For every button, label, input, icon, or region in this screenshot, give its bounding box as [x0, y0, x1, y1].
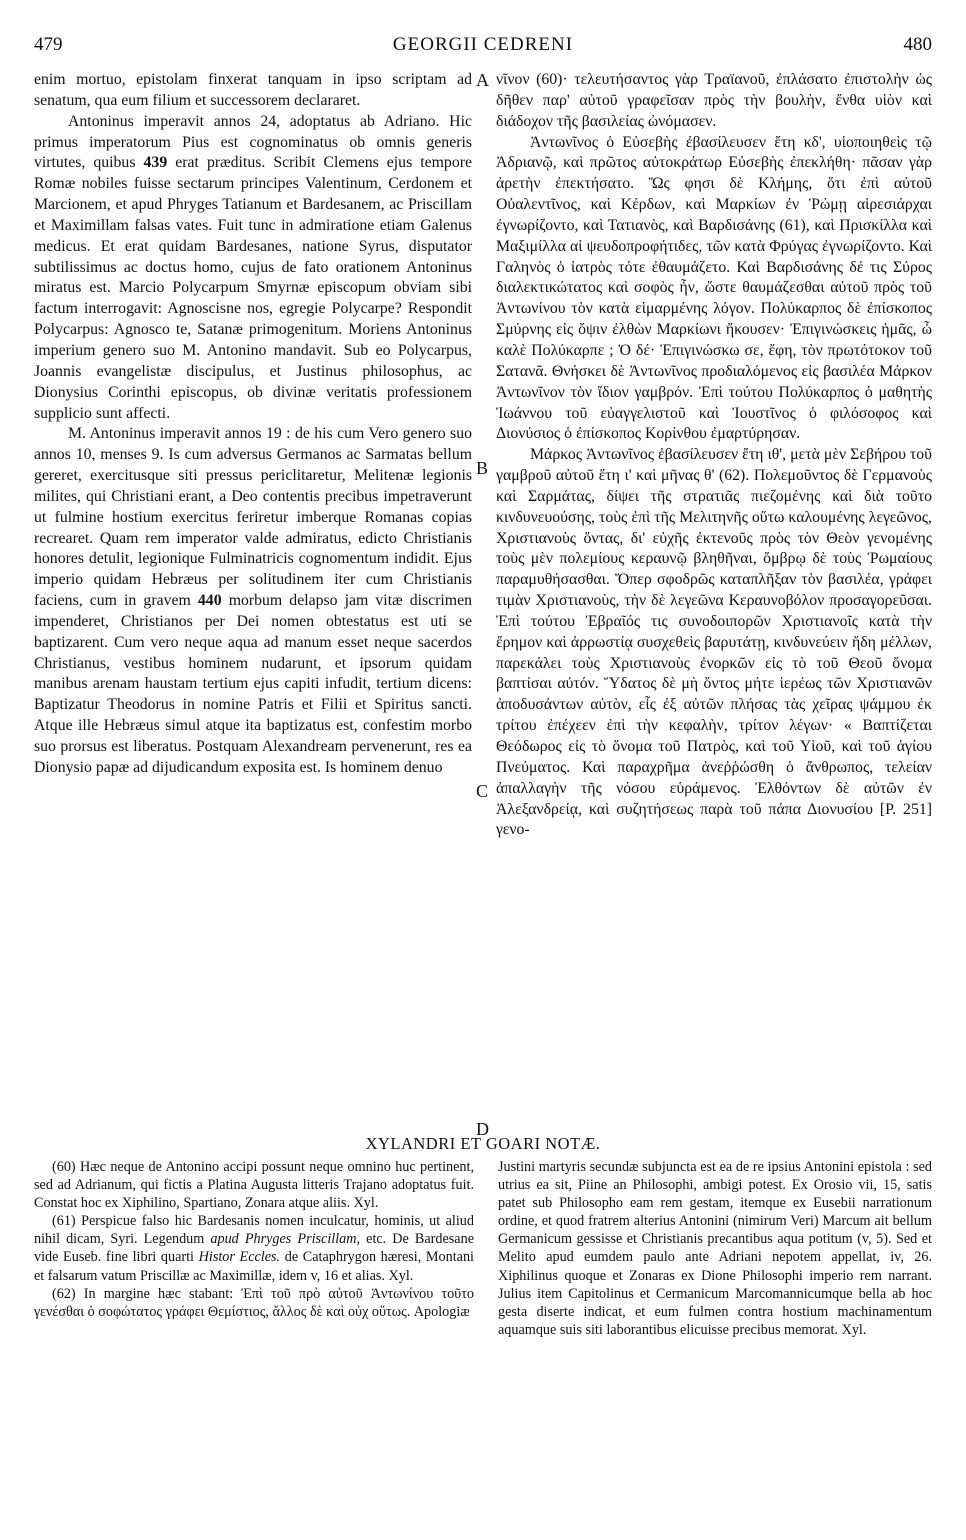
- running-title: GEORGII CEDRENI: [392, 34, 574, 55]
- note-62-continued: Justini martyris secundæ subjuncta est ea de re ipsius Antonini epistola : sed utrius ea sit, Piine an Philosophi, ambigi potest. Ex Orosio vii, 15, satis patet sub Philosopho eam rem gestam, itemque ex Eusebii narrationum ordine, et quod fratrem alterius Antonini (nimirum Veri) Marcum ait bellum Germanicum gessisse et Christianis precantibus aqua potitum (v, 5). Sed et Melito apud eumdem paulo ante Adriani nepotem appellat, iv, 26. Xiphilinus quoque et Zonaras ex Dione Philosophi imperio rem narrant. Julius item Capitolinus et Cermanicum Marcomannicumque bella ab hoc gesta diserte indicat, et eum fulmen contra hostium machinamentum aquamque suis siti laborantibus elicuisse precibus memorat. Xyl.: [498, 1159, 932, 1338]
- latin-column: [34, 70, 472, 779]
- latin-paragraph-2: Antoninus imperavit annos 24, adoptatus ab Adriano. Hic primus imperatorum Pius est cognominatus ob omnis generis virtutes, quibus 439 erat præditus. Scribit Clemens ejus tempore Romæ nobiles fuisse sectarum principes Valentinum, Cerdonem et Marcionem, et apud Phryges Tatianum et Bardesanem, ac Priscillam et Maximillam falsas vates. Fuit tunc in admiratione etiam Galenus medicus. Et erat quidam Bardesanes, natione Syrus, disputator subtilissimus ac doctus homo, cujus de fato orationem Antoninus miratus est. Marcio Polycarpum Smyrnæ episcopum obviam sibi factum interrogavit: Agnoscisne nos, egregie Polycarpe? Respondit Polycarpus: Agnosco te, Satanæ primogenitum. Moriens Antoninus imperium genero suo M. Antonino mandavit. Sub eo Polycarpus, Joannis evangelistæ discipulus, et Justinus philosophus, ac Dionysius Corinthi episcopus, ob divinæ veritatis professionem supplicio sunt affecti.: [34, 112, 472, 422]
- note-62: (62) In margine hæc stabant: Ἐπὶ τοῦ πρὸ αὐτοῦ Ἀντωνίνου τοῦτο γενέσθαι ὁ σοφώτατος γράφει Θεμίστιος, ἄλλος δὲ καὶ οὐχ οὕτως. Apologiæ: [34, 1285, 474, 1320]
- greek-paragraph-2: Ἀντωνῖνος ὁ Εὐσεβὴς ἐβασίλευσεν ἔτη κδ', υἱοποιηθεὶς τῷ Ἀδριανῷ, καὶ πρῶτος αὐτοκράτωρ Εὐσεβὴς ἐπεκλήθη· πᾶσαν γὰρ ἀρετὴν ἐπεκτήσατο. Ὥς φησι δὲ Κλήμης, ὅτι ἐπὶ αὐτοῦ Οὐαλεντῖνος, καὶ Κέρδων, καὶ Μαρκίων ἐν Ῥώμῃ αἱρεσιάρχαι ἐγνωρίζοντο, καὶ Τατιανὸς, καὶ Βαρδισάνης (61), καὶ Πρισκίλλα καὶ Μαξιμίλλα αἱ ψευδοπροφήτιδες, τῶν κατὰ Φρύγας ἐγνωρίζοντο. Καὶ Γαληνὸς ὁ ἰατρὸς τότε ἐθαυμάζετο. Καὶ Βαρδισάνης δέ τις Σύρος διαλεκτικώτατος καὶ σοφὸς ἦν, ὥστε θαυμάζεσθαι αὐτοῦ πρὸς τοῦ Ἀντωνίνου τὸν κατὰ εἱμαρμένης λόγον. Πολύκαρπος δὲ ἐπίσκοπος Σμύρνης εἰς ὄψιν ἐλθὼν Μαρκίωνι ἤκουσεν· Ἐπιγινώσκεις ἡμᾶς, ὦ καλὲ Πολύκαρπε ; Ὁ δέ· Ἐπιγινώσκω σε, ἔφη, τὸν πρωτότοκον τοῦ Σατανᾶ. Θνήσκει δὲ Ἀντωνῖνος προδιαλόμενος εἰς βασιλέα Μάρκον Ἀντωνῖνον τὸν ἴδιον γαμβρόν. Ἐπὶ τούτου Πολύκαρπος ὁ μαθητὴς Ἰωάννου τοῦ εὐαγγελιστοῦ καὶ Ἰουστῖνος ὁ φιλόσοφος καὶ Διονύσιος ὁ ἐπίσκοπος Κορίνθου ἐμαρτύρησαν.: [496, 133, 932, 443]
- margin-letter-c: C: [476, 781, 489, 801]
- greek-paragraph-3: Μάρκος Ἀντωνῖνος ἐβασίλευσεν ἔτη ιθ', μετὰ μὲν Σεβήρου τοῦ γαμβροῦ αὐτοῦ ἔτη ι' καὶ μῆνας θ' (62). Πολεμοῦντος δὲ Γερμανοὺς καὶ Σαρμάτας, δίψει τῆς στρατιᾶς πιεζομένης καὶ διὰ τοῦτο κινδυνευούσης, τοὺς ἐπὶ τῆς Μελιτηνῆς οὕτω καλουμένης λεγεῶνος, Χριστιανοὺς ὄντας, δι' εὐχῆς ἐκτενοῦς πρὸς τὸν Θεὸν γενομένης τοὺς μὲν πολεμίους κεραυνῷ βληθῆναι, ὄμβρῳ δὲ τοὺς Ῥωμαίους παραμυθήσασθαι. Ὅπερ σφοδρῶς καταπλῆξαν τὸν βασιλέα, γράφει τιμὰν Χριστιανοὺς, τὴν δὲ λεγεῶνα Κεραυνοβόλον προσαγορεῦσαι. Ἐπὶ τούτου Ἑβραῖός τις συνοδοιπορῶν Χριστιανοῖς κατὰ τὴν ἔρημον καὶ ἀρρωστίᾳ συσχεθεὶς βαρυτάτῃ, κινδυνεύειν ἤδη μέλλων, παρεκάλει τοὺς Χριστιανοὺς ἐνορκῶν εἰς τὸ τοῦ Θεοῦ ὄνομα βαπτίσαι αὐτόν. Ὕδατος δὲ μὴ ὄντος μήτε ἱερέως τῶν Χριστιανῶν ἀποδυσάντων αὐτὸν, εἷς ἐξ αὐτῶν πλήσας τὰς χεῖρας ψάμμου ἐκ τρίτου ἐπέχεεν ἐπὶ τὴν κεφαλὴν, τρίτον λέγων· « Βαπτίζεται Θεόδωρος εἰς τὸ ὄνομα τοῦ Πατρὸς, καὶ τοῦ Υἱοῦ, καὶ τοῦ ἁγίου Πνεύματος. Καὶ παραχρῆμα ἀνεῤῥώσθη ὁ ἄνθρωπος, τελείαν ἀπαλλαγὴν τῆς νόσου εὑράμενος. Ἐλθόντων δὲ αὐτῶν ἐν Ἀλεξανδρείᾳ, καὶ συζητήσεως παρὰ τοῦ πάπα Διονυσίου [P. 251] γενο-: [496, 446, 932, 839]
- latin-paragraph-1: enim mortuo, epistolam finxerat tanquam in ipso scriptam ad senatum, qua eum filium et successorem declararet.: [34, 71, 472, 109]
- latin-paragraph-3: M. Antoninus imperavit annos 19 : de his cum Vero genero suo annos 10, menses 9. Is cum adversus Germanos ac Sarmatas bellum gereret, exercitusque siti pressus periclitaretur, Melitenæ legionis milites, qui Christiani erant, a Deo contentis precibus impetraverunt ut fulmine hostium exercitus feriretur imberque Romanas copias recrearet. Quam rem imperator valde admiratus, edicto Christianis honores detulit, legionique Fulminatricis cognomentum indidit. Ejus imperio quidam Hebræus per solitudinem iter cum Christianis faciens, cum in gravem 440 morbum delapso jam vitæ discrimen impenderet, Christianos per Dei nomen obtestatus est uti se baptizarent. Cum vero neque aqua ad manum esset neque sacerdos Christianus, vestibus hominem nudarunt, et ipsorum quidam manibus arenam haustam tertium ejus capiti infudit, tertium dicens: Baptizatur Theodorus in nomine Patris et Filii et Spiritus sancti. Atque ille Hebræus simul atque ita baptizatus est, confestim morbo suo prorsus est liberatus. Postquam Alexandream pervenerunt, res ea Dionysio papæ ad dijudicandum exposita est. Is hominem denuo: [34, 425, 473, 776]
- margin-letter-b: B: [476, 458, 489, 478]
- greek-column: [496, 70, 932, 841]
- column-number-440: 440: [197, 592, 222, 610]
- margin-letter-a: A: [476, 70, 489, 90]
- notes-right-column: [498, 1158, 932, 1339]
- column-number-439: 439: [143, 154, 168, 172]
- note-61: (61) Perspicue falso hic Bardesanis nomen inculcatur, hominis, ut aliud nihil dicam, Syri. Legendum apud Phryges Priscillam, etc. De Bardesane vide Euseb. fine libri quarti Histor Eccles. de Cataphrygon hæresi, Montani et falsarum vatum Priscillæ ac Maximillæ, idem v, 16 et alias. Xyl.: [34, 1213, 474, 1284]
- notes-left-column: [34, 1158, 474, 1321]
- page-number-left: 479: [34, 34, 63, 55]
- note-60: (60) Hæc neque de Antonino accipi possunt neque omnino huc pertinent, sed ad Adrianum, qui fictis a Platina Augusta litteris Trajano adoptatus fuit. Constat hoc ex Xiphilino, Spartiano, Zonara atque aliis. Xyl.: [34, 1159, 474, 1212]
- greek-paragraph-1: νῖνον (60)· τελευτήσαντος γὰρ Τραϊανοῦ, ἐπλάσατο ἐπιστολὴν ὡς δῆθεν παρ' αὐτοῦ γραφεῖσαν πρὸς τὴν βουλὴν, ἔνθα υἱὸν καὶ διάδοχον τῆς βασιλείας ὠνόμασεν.: [496, 71, 932, 130]
- running-header: [34, 34, 932, 60]
- notes-heading: XYLANDRI ET GOARI NOTÆ.: [365, 1134, 601, 1153]
- page-number-right: 480: [903, 34, 932, 55]
- margin-letter-d: D: [476, 1119, 489, 1139]
